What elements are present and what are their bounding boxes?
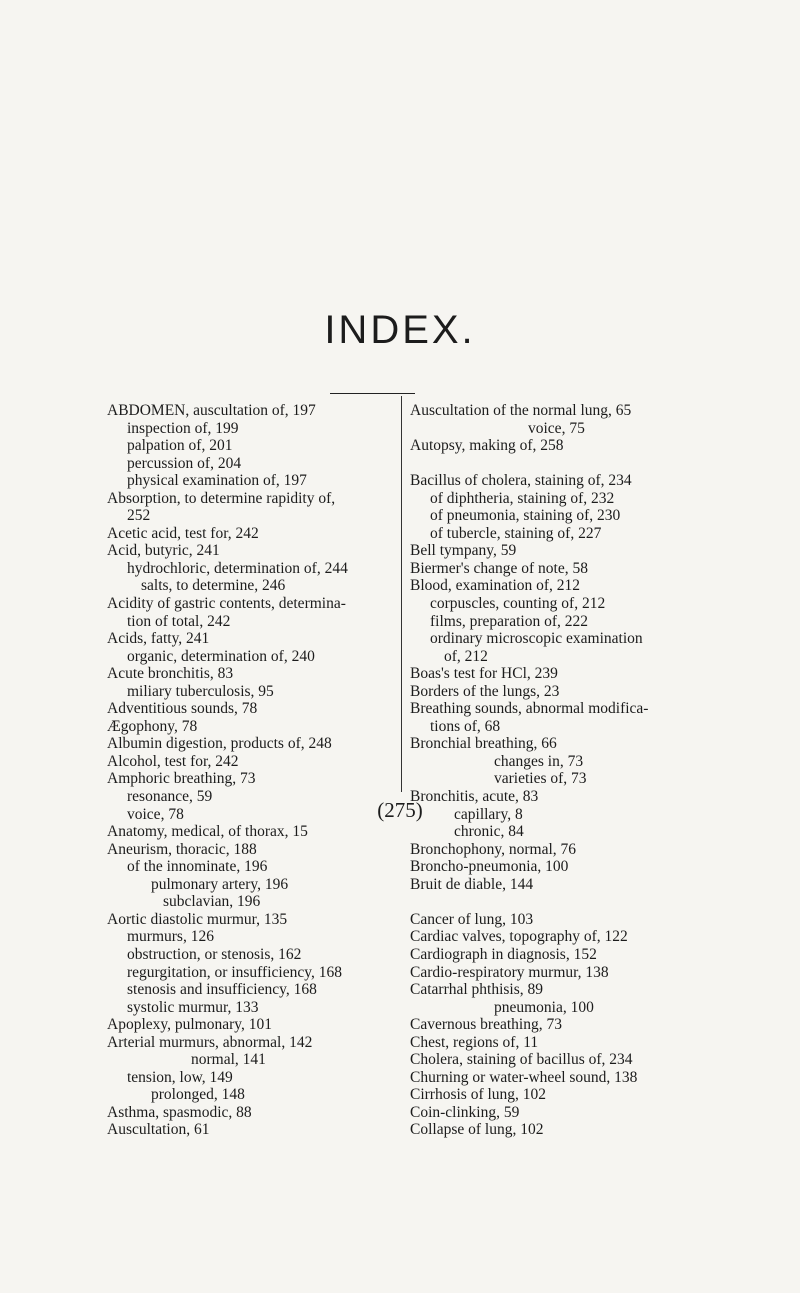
index-entry: Absorption, to determine rapidity of, (107, 489, 336, 507)
index-entry: Boas's test for HCl, 239 (410, 665, 558, 683)
index-entry: Amphoric breathing, 73 (107, 770, 256, 788)
index-entry: Cholera, staining of bacillus of, 234 (410, 1051, 633, 1069)
index-entry: Cavernous breathing, 73 (410, 1016, 562, 1034)
index-entry: Aneurism, thoracic, 188 (107, 840, 257, 858)
index-entry: of the innominate, 196 (127, 858, 268, 876)
index-entry: Collapse of lung, 102 (410, 1121, 544, 1139)
index-entry: changes in, 73 (494, 752, 584, 770)
index-entry: Bronchial breathing, 66 (410, 735, 557, 753)
index-entry: inspection of, 199 (127, 419, 239, 437)
index-entry: Adventitious sounds, 78 (107, 700, 258, 718)
index-entry: Bruit de diable, 144 (410, 875, 534, 893)
index-entry: tion of total, 242 (127, 612, 231, 630)
index-entry: Acids, fatty, 241 (107, 630, 210, 648)
index-entry: Bronchitis, acute, 83 (410, 788, 539, 806)
index-entry: ordinary microscopic examination (430, 630, 643, 648)
index-entry: normal, 141 (191, 1051, 266, 1069)
index-entry: Cancer of lung, 103 (410, 910, 534, 928)
column-divider (401, 396, 402, 792)
index-entry: Aortic diastolic murmur, 135 (107, 910, 288, 928)
entry-gap (410, 893, 710, 911)
index-entry: Acetic acid, test for, 242 (107, 524, 259, 542)
index-entry: Broncho-pneumonia, 100 (410, 858, 569, 876)
index-entry: tions of, 68 (430, 717, 501, 735)
index-entry: physical examination of, 197 (127, 472, 307, 490)
index-entry: Albumin digestion, products of, 248 (107, 735, 332, 753)
index-right-column (410, 402, 710, 1139)
index-entry: Acid, butyric, 241 (107, 542, 220, 560)
index-entry: Ægophony, 78 (107, 717, 198, 735)
index-entry: Bacillus of cholera, staining of, 234 (410, 472, 632, 490)
page-number: (275) (377, 798, 423, 822)
index-entry: Acute bronchitis, 83 (107, 665, 234, 683)
index-entry: Cardiac valves, topography of, 122 (410, 928, 628, 946)
index-entry: chronic, 84 (454, 823, 524, 841)
index-entry: organic, determination of, 240 (127, 647, 315, 665)
index-entry: salts, to determine, 246 (141, 577, 286, 595)
index-entry: Auscultation, 61 (107, 1121, 210, 1139)
page-title: INDEX. (324, 308, 476, 352)
index-entry: Cirrhosis of lung, 102 (410, 1086, 547, 1104)
index-entry: prolonged, 148 (151, 1086, 245, 1104)
index-entry: Auscultation of the normal lung, 65 (410, 402, 632, 419)
index-entry: regurgitation, or insufficiency, 168 (127, 963, 342, 981)
index-entry: Cardiograph in diagnosis, 152 (410, 945, 597, 963)
index-entry: Chest, regions of, 11 (410, 1033, 539, 1051)
index-entry: Autopsy, making of, 258 (410, 437, 564, 455)
index-entry: miliary tuberculosis, 95 (127, 682, 274, 700)
index-entry: Arterial murmurs, abnormal, 142 (107, 1033, 313, 1051)
index-entry: Borders of the lungs, 23 (410, 682, 560, 700)
index-entry: palpation of, 201 (127, 437, 233, 455)
index-entry: varieties of, 73 (494, 770, 587, 788)
index-entry: corpuscles, counting of, 212 (430, 595, 606, 613)
index-entry: Churning or water-wheel sound, 138 (410, 1068, 638, 1086)
index-entry: resonance, 59 (127, 788, 213, 806)
index-entry: Cardio-respiratory murmur, 138 (410, 963, 609, 981)
index-entry: stenosis and insufficiency, 168 (127, 981, 317, 999)
index-entry: Apoplexy, pulmonary, 101 (107, 1016, 273, 1034)
index-entry: of, 212 (444, 647, 488, 665)
index-entry: of diphtheria, staining of, 232 (430, 489, 615, 507)
index-entry: hydrochloric, determination of, 244 (127, 559, 348, 577)
index-entry: tension, low, 149 (127, 1068, 233, 1086)
index-entry: voice, 78 (127, 805, 184, 823)
index-entry: Asthma, spasmodic, 88 (107, 1103, 252, 1121)
index-entry: Anatomy, medical, of thorax, 15 (107, 823, 308, 841)
index-entry: ABDOMEN, auscultation of, 197 (107, 402, 316, 419)
index-entry: Alcohol, test for, 242 (107, 752, 239, 770)
index-entry: Bronchophony, normal, 76 (410, 840, 577, 858)
title-rule (330, 393, 415, 394)
index-entry: voice, 75 (528, 419, 585, 437)
index-entry: Bell tympany, 59 (410, 542, 517, 560)
entry-gap (410, 455, 710, 473)
index-entry: murmurs, 126 (127, 928, 214, 946)
index-entry: Breathing sounds, abnormal modifica- (410, 700, 649, 718)
index-entry: Catarrhal phthisis, 89 (410, 981, 544, 999)
index-entry: Coin-clinking, 59 (410, 1103, 520, 1121)
index-entry: percussion of, 204 (127, 454, 242, 472)
index-entry: capillary, 8 (454, 805, 523, 823)
index-entry: Acidity of gastric contents, determina- (107, 595, 346, 613)
index-entry: systolic murmur, 133 (127, 998, 259, 1016)
index-entry: Biermer's change of note, 58 (410, 559, 588, 577)
index-entry: pneumonia, 100 (494, 998, 594, 1016)
index-entry: films, preparation of, 222 (430, 612, 588, 630)
index-left-column (107, 402, 397, 1139)
index-entry: 252 (127, 507, 151, 525)
index-entry: obstruction, or stenosis, 162 (127, 945, 302, 963)
index-entry: subclavian, 196 (163, 893, 261, 911)
index-entry: Blood, examination of, 212 (410, 577, 581, 595)
index-entry: of pneumonia, staining of, 230 (430, 507, 621, 525)
index-entry: pulmonary artery, 196 (151, 875, 289, 893)
index-entry: of tubercle, staining of, 227 (430, 524, 602, 542)
